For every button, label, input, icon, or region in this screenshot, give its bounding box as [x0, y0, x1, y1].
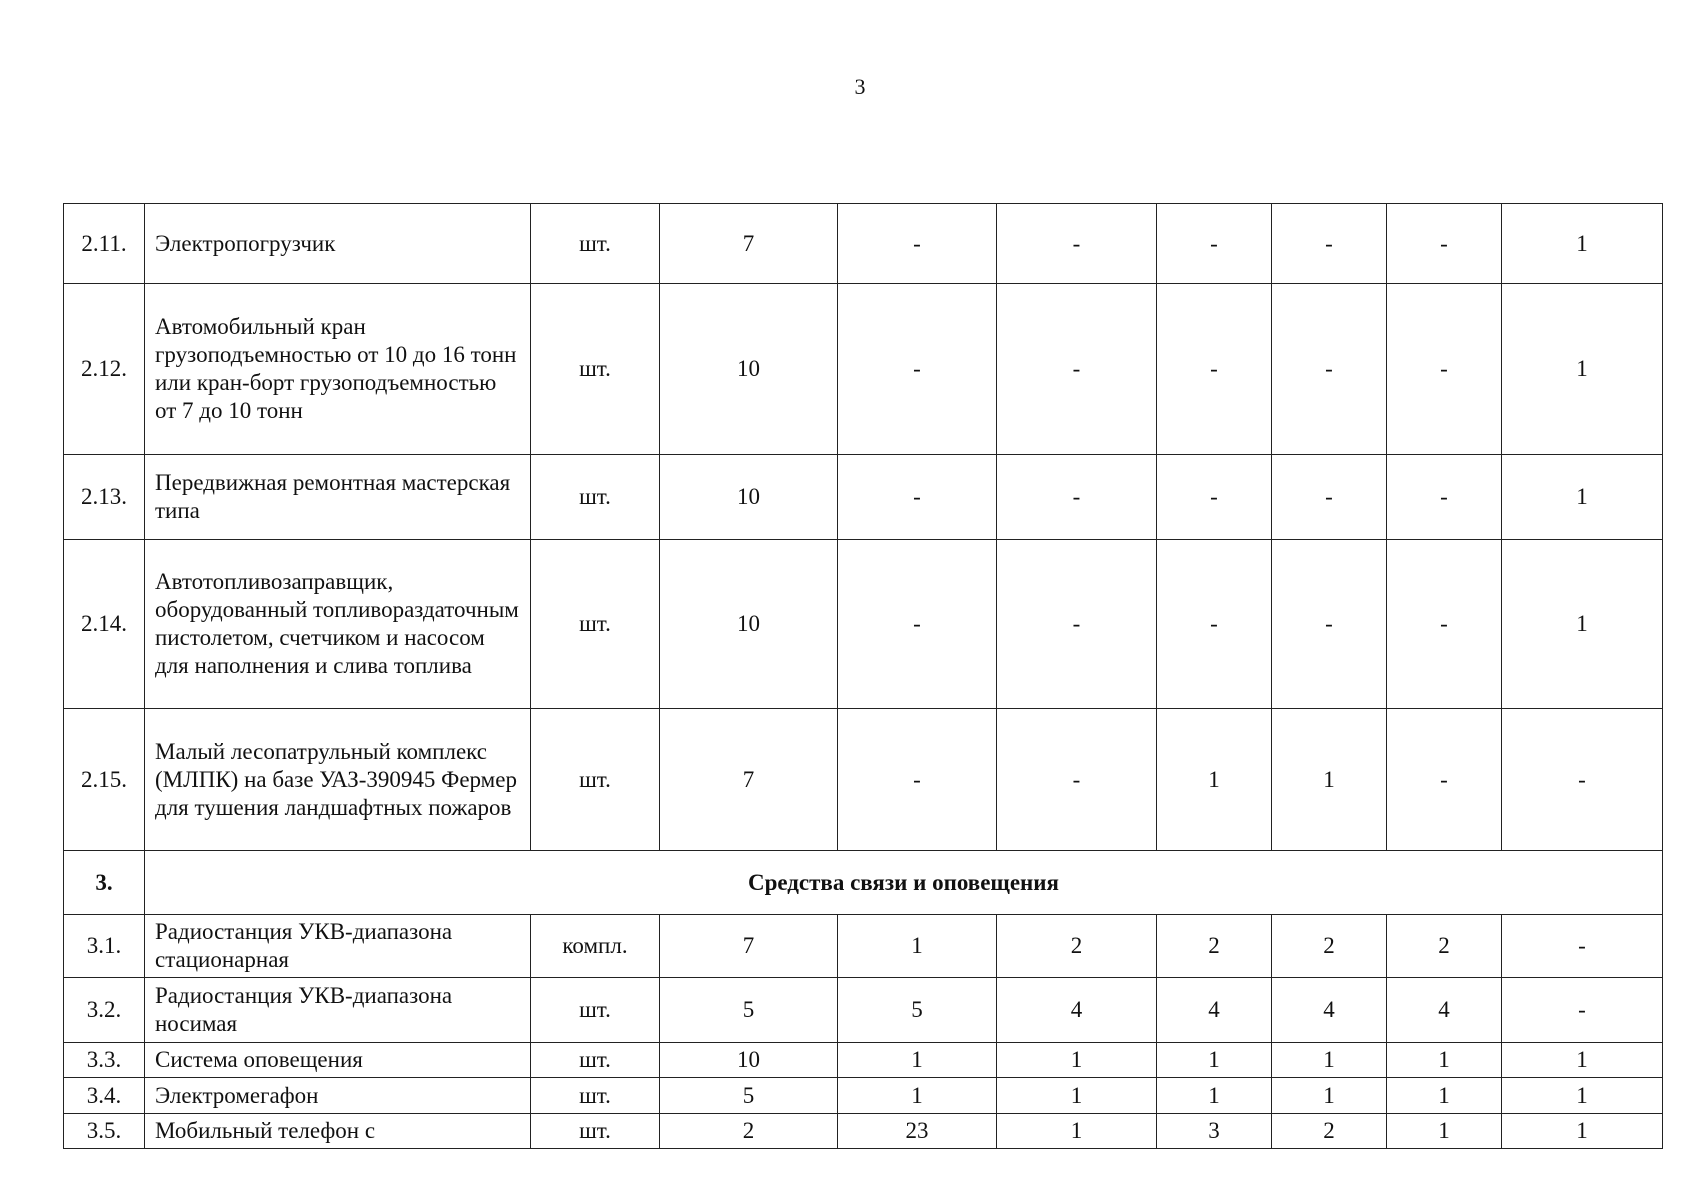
- value-cell: 1: [838, 1078, 997, 1114]
- item-name: Мобильный телефон с: [145, 1114, 531, 1149]
- unit-cell: шт.: [531, 284, 660, 455]
- value-cell: -: [1157, 540, 1272, 709]
- value-cell: 1: [1502, 204, 1663, 284]
- value-cell: 4: [1157, 978, 1272, 1043]
- value-cell: 1: [1272, 1078, 1387, 1114]
- value-cell: 5: [660, 978, 838, 1043]
- table-row: [64, 1114, 1663, 1149]
- value-cell: -: [997, 709, 1157, 851]
- section-row: [64, 851, 1663, 915]
- value-cell: 7: [660, 709, 838, 851]
- row-number: 3.3.: [64, 1043, 145, 1078]
- value-cell: 1: [1502, 455, 1663, 540]
- value-cell: -: [997, 540, 1157, 709]
- value-cell: -: [997, 204, 1157, 284]
- value-cell: 10: [660, 1043, 838, 1078]
- unit-cell: шт.: [531, 455, 660, 540]
- item-name: Малый лесопатрульный комплекс (МЛПК) на базе УАЗ-390945 Фермер для тушения ландшафтных пожаров: [145, 709, 531, 851]
- row-number: 3.1.: [64, 915, 145, 978]
- item-name: Система оповещения: [145, 1043, 531, 1078]
- value-cell: 1: [1157, 1043, 1272, 1078]
- value-cell: -: [1502, 915, 1663, 978]
- unit-cell: шт.: [531, 204, 660, 284]
- table-row: [64, 709, 1663, 851]
- section-number: 3.: [64, 851, 145, 915]
- value-cell: -: [838, 204, 997, 284]
- value-cell: -: [1387, 540, 1502, 709]
- table-row: [64, 915, 1663, 978]
- unit-cell: шт.: [531, 709, 660, 851]
- table-row: [64, 1043, 1663, 1078]
- row-number: 2.13.: [64, 455, 145, 540]
- value-cell: 1: [1387, 1114, 1502, 1149]
- section-title: Средства связи и оповещения: [145, 851, 1663, 915]
- value-cell: 2: [660, 1114, 838, 1149]
- page-number: 3: [854, 74, 866, 99]
- value-cell: 23: [838, 1114, 997, 1149]
- row-number: 2.11.: [64, 204, 145, 284]
- value-cell: 2: [1387, 915, 1502, 978]
- row-number: 3.5.: [64, 1114, 145, 1149]
- unit-cell: шт.: [531, 540, 660, 709]
- value-cell: 1: [1502, 1078, 1663, 1114]
- unit-cell: компл.: [531, 915, 660, 978]
- value-cell: -: [997, 455, 1157, 540]
- value-cell: 2: [1272, 915, 1387, 978]
- value-cell: 1: [1272, 709, 1387, 851]
- value-cell: -: [1387, 284, 1502, 455]
- value-cell: 10: [660, 455, 838, 540]
- value-cell: -: [1387, 709, 1502, 851]
- table-row: [64, 540, 1663, 709]
- value-cell: 1: [1502, 540, 1663, 709]
- value-cell: 2: [997, 915, 1157, 978]
- value-cell: 4: [1272, 978, 1387, 1043]
- value-cell: 1: [1502, 284, 1663, 455]
- value-cell: 7: [660, 915, 838, 978]
- item-name: Автомобильный кран грузоподъемностью от 10 до 16 тонн или кран-борт грузоподъемностью от 7 до 10 тонн: [145, 284, 531, 455]
- value-cell: -: [1502, 978, 1663, 1043]
- value-cell: -: [838, 455, 997, 540]
- table-row: [64, 455, 1663, 540]
- item-name: Передвижная ремонтная мастерская типа: [145, 455, 531, 540]
- value-cell: 7: [660, 204, 838, 284]
- equipment-table: [63, 203, 1663, 1149]
- item-name: Радиостанция УКВ-диапазона стационарная: [145, 915, 531, 978]
- row-number: 2.14.: [64, 540, 145, 709]
- table-row: [64, 284, 1663, 455]
- item-name: Автотопливозаправщик, оборудованный топливораздаточным пистолетом, счетчиком и насосом для наполнения и слива топлива: [145, 540, 531, 709]
- value-cell: -: [1272, 204, 1387, 284]
- value-cell: 1: [1157, 1078, 1272, 1114]
- value-cell: -: [1157, 284, 1272, 455]
- value-cell: 1: [838, 1043, 997, 1078]
- item-name: Электромегафон: [145, 1078, 531, 1114]
- value-cell: -: [1272, 284, 1387, 455]
- value-cell: 1: [997, 1078, 1157, 1114]
- value-cell: -: [1502, 709, 1663, 851]
- row-number: 2.12.: [64, 284, 145, 455]
- value-cell: 2: [1272, 1114, 1387, 1149]
- value-cell: 4: [997, 978, 1157, 1043]
- value-cell: 1: [1272, 1043, 1387, 1078]
- value-cell: -: [997, 284, 1157, 455]
- value-cell: 1: [1387, 1043, 1502, 1078]
- value-cell: -: [1272, 455, 1387, 540]
- value-cell: 1: [997, 1043, 1157, 1078]
- value-cell: -: [1387, 204, 1502, 284]
- unit-cell: шт.: [531, 1043, 660, 1078]
- table-row: [64, 978, 1663, 1043]
- value-cell: -: [838, 284, 997, 455]
- unit-cell: шт.: [531, 1078, 660, 1114]
- value-cell: 1: [997, 1114, 1157, 1149]
- table-row: [64, 204, 1663, 284]
- value-cell: 1: [1157, 709, 1272, 851]
- value-cell: 5: [660, 1078, 838, 1114]
- row-number: 2.15.: [64, 709, 145, 851]
- value-cell: 1: [1502, 1043, 1663, 1078]
- value-cell: 1: [1387, 1078, 1502, 1114]
- value-cell: -: [838, 540, 997, 709]
- row-number: 3.2.: [64, 978, 145, 1043]
- value-cell: 1: [1502, 1114, 1663, 1149]
- value-cell: 3: [1157, 1114, 1272, 1149]
- value-cell: -: [838, 709, 997, 851]
- item-name: Радиостанция УКВ-диапазона носимая: [145, 978, 531, 1043]
- value-cell: 2: [1157, 915, 1272, 978]
- item-name: Электропогрузчик: [145, 204, 531, 284]
- value-cell: 10: [660, 284, 838, 455]
- unit-cell: шт.: [531, 1114, 660, 1149]
- table-row: [64, 1078, 1663, 1114]
- value-cell: 10: [660, 540, 838, 709]
- value-cell: -: [1387, 455, 1502, 540]
- value-cell: -: [1157, 455, 1272, 540]
- value-cell: -: [1272, 540, 1387, 709]
- value-cell: 1: [838, 915, 997, 978]
- row-number: 3.4.: [64, 1078, 145, 1114]
- value-cell: -: [1157, 204, 1272, 284]
- value-cell: 4: [1387, 978, 1502, 1043]
- value-cell: 5: [838, 978, 997, 1043]
- unit-cell: шт.: [531, 978, 660, 1043]
